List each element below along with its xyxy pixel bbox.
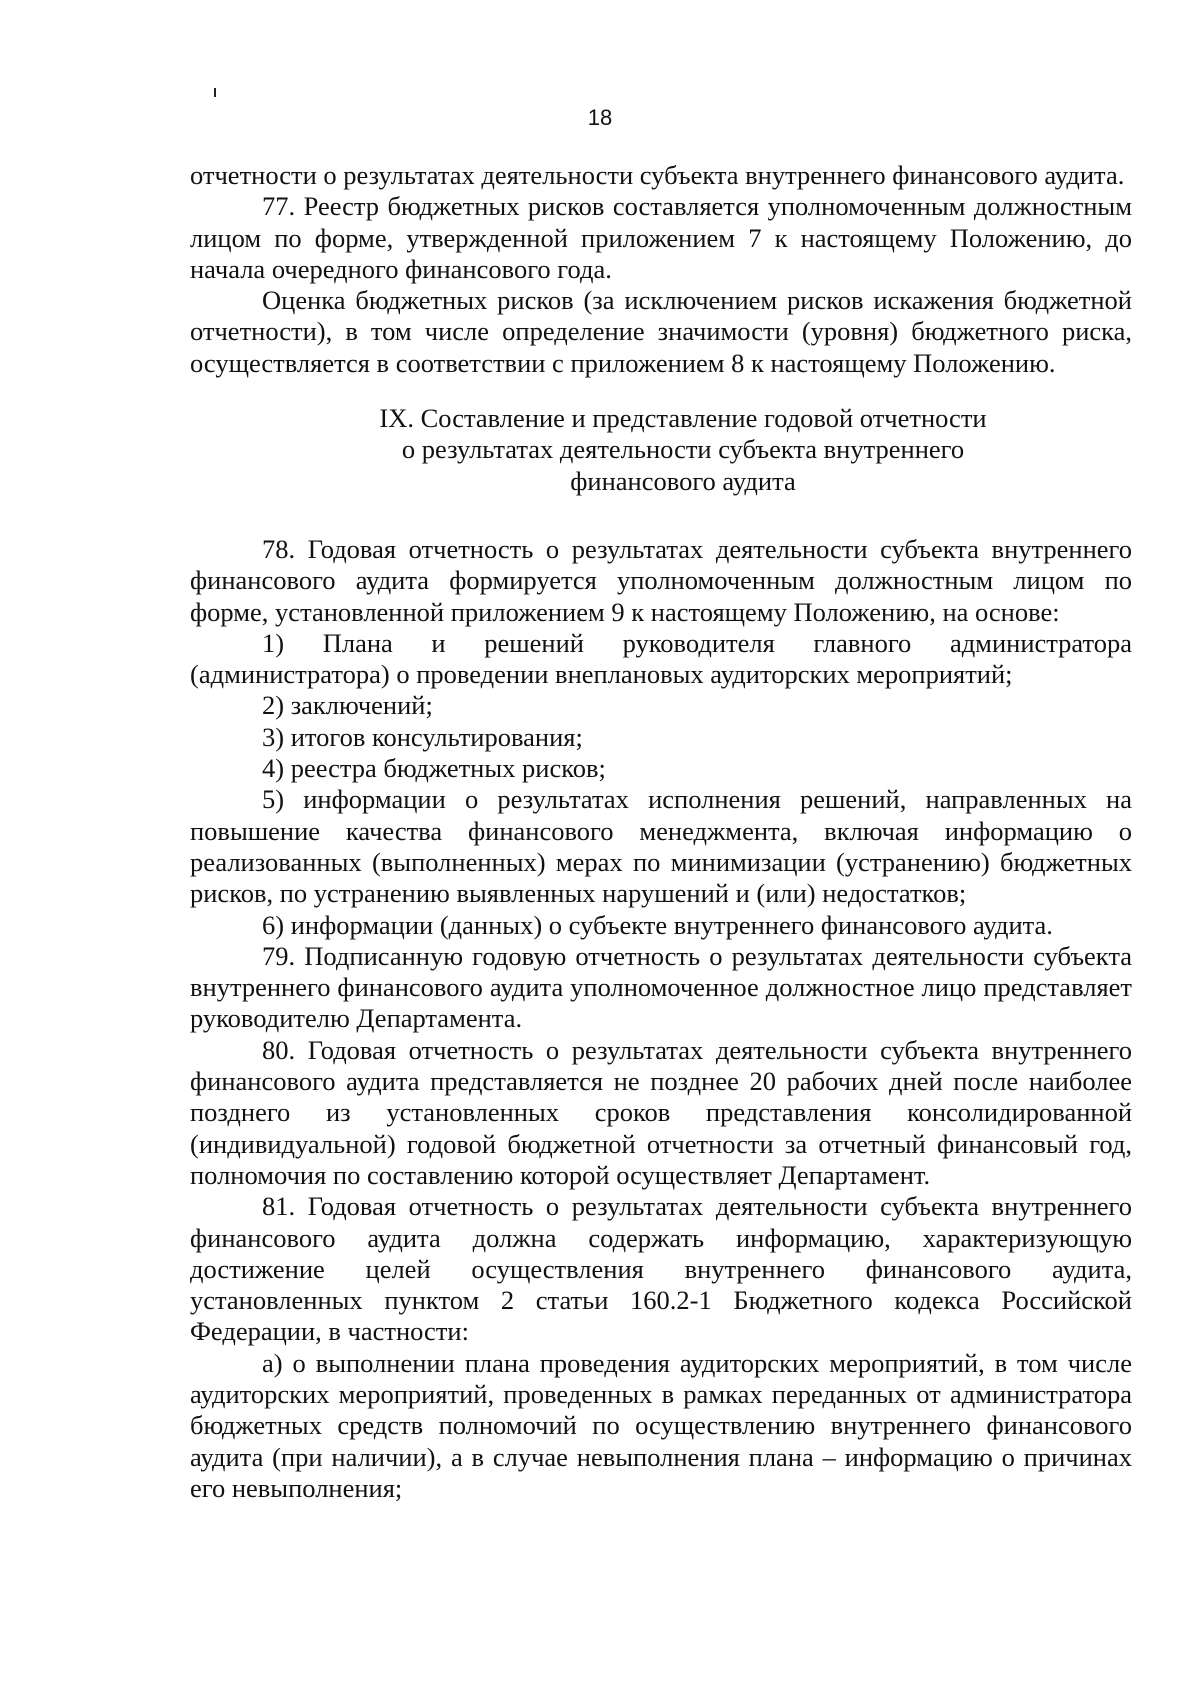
- document-body: [190, 160, 1132, 1504]
- list-item-78-4: 4) реестра бюджетных рисков;: [262, 753, 606, 784]
- paragraph-80: 80. Годовая отчетность о результатах деятельности субъекта внутреннего финансового аудита представляется не позднее 20 рабочих дней после наиболее позднего из установленных сроков представления консолидированной (индивидуальной) годовой бюджетной отчетности за отчетный финансовый год, полномочия по составлению которой осуществляет Департамент.: [190, 1034, 1132, 1190]
- paragraph-79: 79. Подписанную годовую отчетность о результатах деятельности субъекта внутреннего финансового аудита уполномоченное должностное лицо представляет руководителю Департамента.: [190, 940, 1132, 1034]
- scan-artifact-mark: [214, 88, 216, 97]
- paragraph-78: 78. Годовая отчетность о результатах деятельности субъекта внутреннего финансового аудита формируется уполномоченным должностным лицом по форме, установленной приложением 9 к настоящему Положению, на основе:: [190, 533, 1132, 627]
- paragraph-77: 77. Реестр бюджетных рисков составляется уполномоченным должностным лицом по форме, утвержденной приложением 7 к настоящему Положению, до начала очередного финансового года.: [190, 191, 1132, 284]
- paragraph-81: 81. Годовая отчетность о результатах деятельности субъекта внутреннего финансового аудита должна содержать информацию, характеризующую достижение целей осуществления внутреннего финансового аудита, установленных пунктом 2 статьи 160.2-1 Бюджетного кодекса Российской Федерации, в частности:: [190, 1191, 1132, 1347]
- list-item-78-2: 2) заключений;: [262, 690, 433, 721]
- paragraph-continuation: отчетности о результатах деятельности субъекта внутреннего финансового аудита.: [190, 160, 1125, 190]
- list-item-81-a: а) о выполнении плана проведения аудиторских мероприятий, в том числе аудиторских мероприятий, проведенных в рамках переданных от администратора бюджетных средств полномочий по осуществлению внутреннего финансового аудита (при наличии), а в случае невыполнения плана – информацию о причинах его невыполнения;: [190, 1347, 1132, 1503]
- section-heading-line-1: IX. Составление и представление годовой отчетности: [379, 403, 987, 434]
- page-number: 18: [587, 105, 613, 130]
- section-heading-line-2: о результатах деятельности субъекта внутреннего: [401, 434, 965, 465]
- paragraph-77-risk-assessment: Оценка бюджетных рисков (за исключением рисков искажения бюджетной отчетности), в том числе определение значимости (уровня) бюджетного риска, осуществляется в соответствии с приложением 8 к настоящему Положению.: [190, 285, 1132, 378]
- section-heading-ix: [190, 403, 1132, 497]
- list-item-78-1: 1) Плана и решений руководителя главного администратора (администратора) о проведении внеплановых аудиторских мероприятий;: [190, 627, 1132, 690]
- list-item-78-6: 6) информации (данных) о субъекте внутреннего финансового аудита.: [262, 909, 1053, 940]
- list-item-78-3: 3) итогов консультирования;: [262, 721, 583, 752]
- section-heading-line-3: финансового аудита: [570, 465, 796, 496]
- list-item-78-5: 5) информации о результатах исполнения решений, направленных на повышение качества финансового менеджмента, включая информацию о реализованных (выполненных) мерах по минимизации (устранению) бюджетных рисков, по устранению выявленных нарушений и (или) недостатков;: [190, 784, 1132, 909]
